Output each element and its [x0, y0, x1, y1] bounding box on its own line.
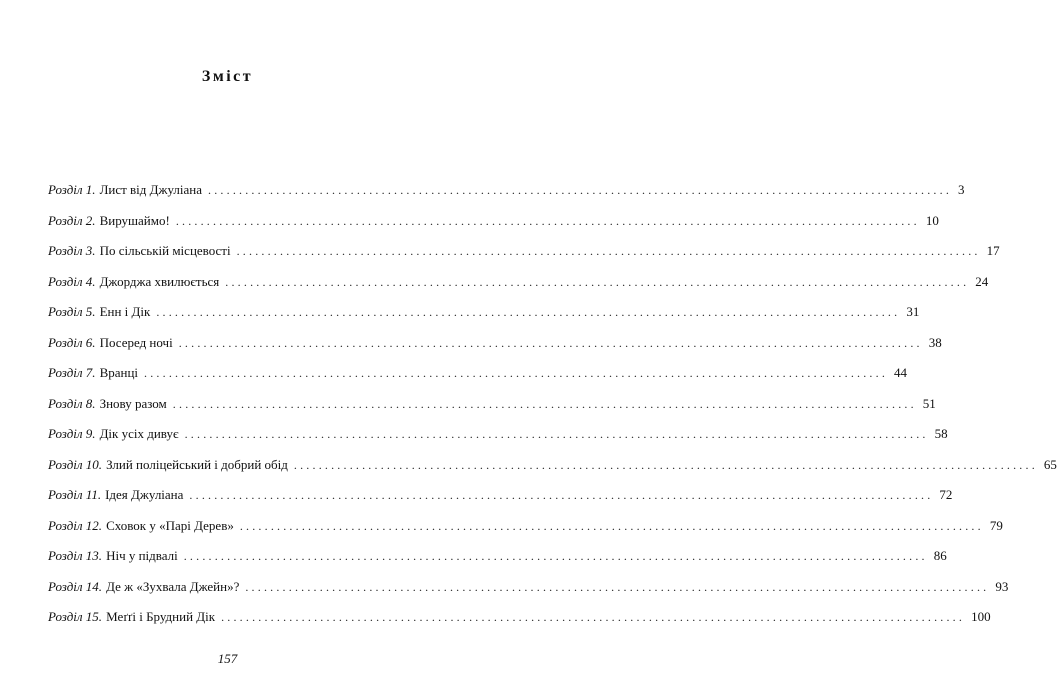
toc-chapter-label: Розділ 3.	[48, 243, 96, 258]
toc-page-number: 51	[922, 395, 936, 411]
toc-chapter-title: Енн і Дік	[99, 304, 151, 319]
toc-entry	[48, 212, 939, 244]
toc-entry	[48, 517, 1003, 549]
toc-chapter-title: Посеред ночі	[99, 334, 173, 350]
toc-chapter-title: По сільській місцевості	[99, 243, 231, 258]
toc-leader-dots: ........................................................................................................................	[156, 305, 901, 319]
toc-leader-dots: ........................................................................................................................	[245, 579, 990, 594]
toc-page-number: 24	[975, 273, 989, 289]
toc-page-number: 31	[906, 304, 920, 319]
toc-page-number: 38	[928, 334, 942, 350]
toc-chapter-label: Розділ 4.	[48, 273, 96, 289]
toc-page-number: 44	[894, 365, 908, 380]
toc-entry	[48, 304, 920, 335]
toc-entry	[48, 487, 953, 518]
toc-leader-dots: ........................................................................................................................	[293, 457, 1038, 472]
toc-chapter-label: Розділ 1.	[48, 182, 96, 197]
toc-entry	[48, 395, 936, 427]
toc-chapter-label: Розділ 12.	[48, 517, 103, 533]
toc-leader-dots: ........................................................................................................................	[178, 335, 923, 350]
toc-leader-dots: ........................................................................................................................	[172, 396, 917, 411]
toc-page-number: 10	[925, 212, 939, 228]
toc-page-number: 3	[958, 182, 965, 197]
toc-page-number: 86	[933, 548, 947, 563]
toc-entry	[48, 243, 1000, 274]
toc-entry	[48, 365, 908, 396]
toc-page-number: 79	[989, 517, 1003, 533]
toc-leader-dots: ........................................................................................................................	[236, 244, 981, 258]
toc-entry	[48, 334, 942, 366]
toc-chapter-label: Розділ 11.	[48, 487, 102, 502]
toc-leader-dots: ........................................................................................................................	[189, 488, 934, 502]
toc-entry	[48, 182, 965, 213]
toc-entry	[48, 578, 1009, 610]
page-number: 157	[217, 651, 238, 666]
toc-page-number: 17	[986, 243, 1000, 258]
toc-chapter-label: Розділ 9.	[48, 426, 96, 441]
toc-chapter-title: Злий поліцейський і добрий обід	[106, 456, 288, 472]
toc-chapter-label: Розділ 13.	[48, 548, 103, 563]
toc-page-number: 100	[971, 609, 991, 624]
toc-leader-dots: ........................................................................................................................	[184, 427, 929, 441]
toc-chapter-title: Лист від Джуліана	[99, 182, 203, 197]
toc-leader-dots: ........................................................................................................................	[221, 610, 966, 624]
toc-leader-dots: ........................................................................................................................	[175, 213, 920, 228]
toc-chapter-title: Ідея Джуліана	[105, 487, 184, 502]
toc-leader-dots: ........................................................................................................................	[183, 549, 928, 563]
toc-chapter-title: Де ж «Зухвала Джейн»?	[106, 578, 240, 594]
toc-chapter-title: Меґґі і Брудний Дік	[106, 609, 216, 624]
toc-page-number: 72	[939, 487, 953, 502]
toc-chapter-label: Розділ 10.	[48, 456, 103, 472]
toc-chapter-label: Розділ 15.	[48, 609, 103, 624]
toc-chapter-title: Вранці	[99, 365, 139, 380]
toc-entry	[48, 609, 991, 640]
toc-chapter-title: Сховок у «Парі Дерев»	[106, 517, 234, 533]
toc-chapter-title: Вирушаймо!	[99, 212, 170, 228]
toc-chapter-label: Розділ 8.	[48, 395, 96, 411]
toc-chapter-label: Розділ 7.	[48, 365, 96, 380]
toc-page-number: 58	[934, 426, 948, 441]
toc-leader-dots: ........................................................................................................................	[144, 366, 889, 380]
toc-chapter-label: Розділ 5.	[48, 304, 96, 319]
toc-page-number: 93	[995, 578, 1009, 594]
toc-chapter-title: Джорджа хвилюється	[99, 273, 220, 289]
toc-entry	[48, 273, 989, 305]
toc-leader-dots: ........................................................................................................................	[239, 518, 984, 533]
toc-chapter-label: Розділ 6.	[48, 334, 96, 350]
toc-entry	[48, 456, 1057, 488]
toc-leader-dots: ........................................................................................................................	[208, 183, 953, 197]
table-of-contents	[48, 182, 1057, 640]
toc-chapter-label: Розділ 14.	[48, 578, 103, 594]
toc-chapter-title: Знову разом	[99, 395, 167, 411]
page-title: Зміст	[201, 68, 254, 85]
toc-chapter-label: Розділ 2.	[48, 212, 96, 228]
toc-entry	[48, 426, 948, 457]
toc-chapter-title: Ніч у підвалі	[106, 548, 178, 563]
toc-chapter-title: Дік усіх дивує	[99, 426, 179, 441]
toc-entry	[48, 548, 947, 579]
toc-page-number: 65	[1043, 456, 1057, 472]
toc-leader-dots: ........................................................................................................................	[225, 274, 970, 289]
